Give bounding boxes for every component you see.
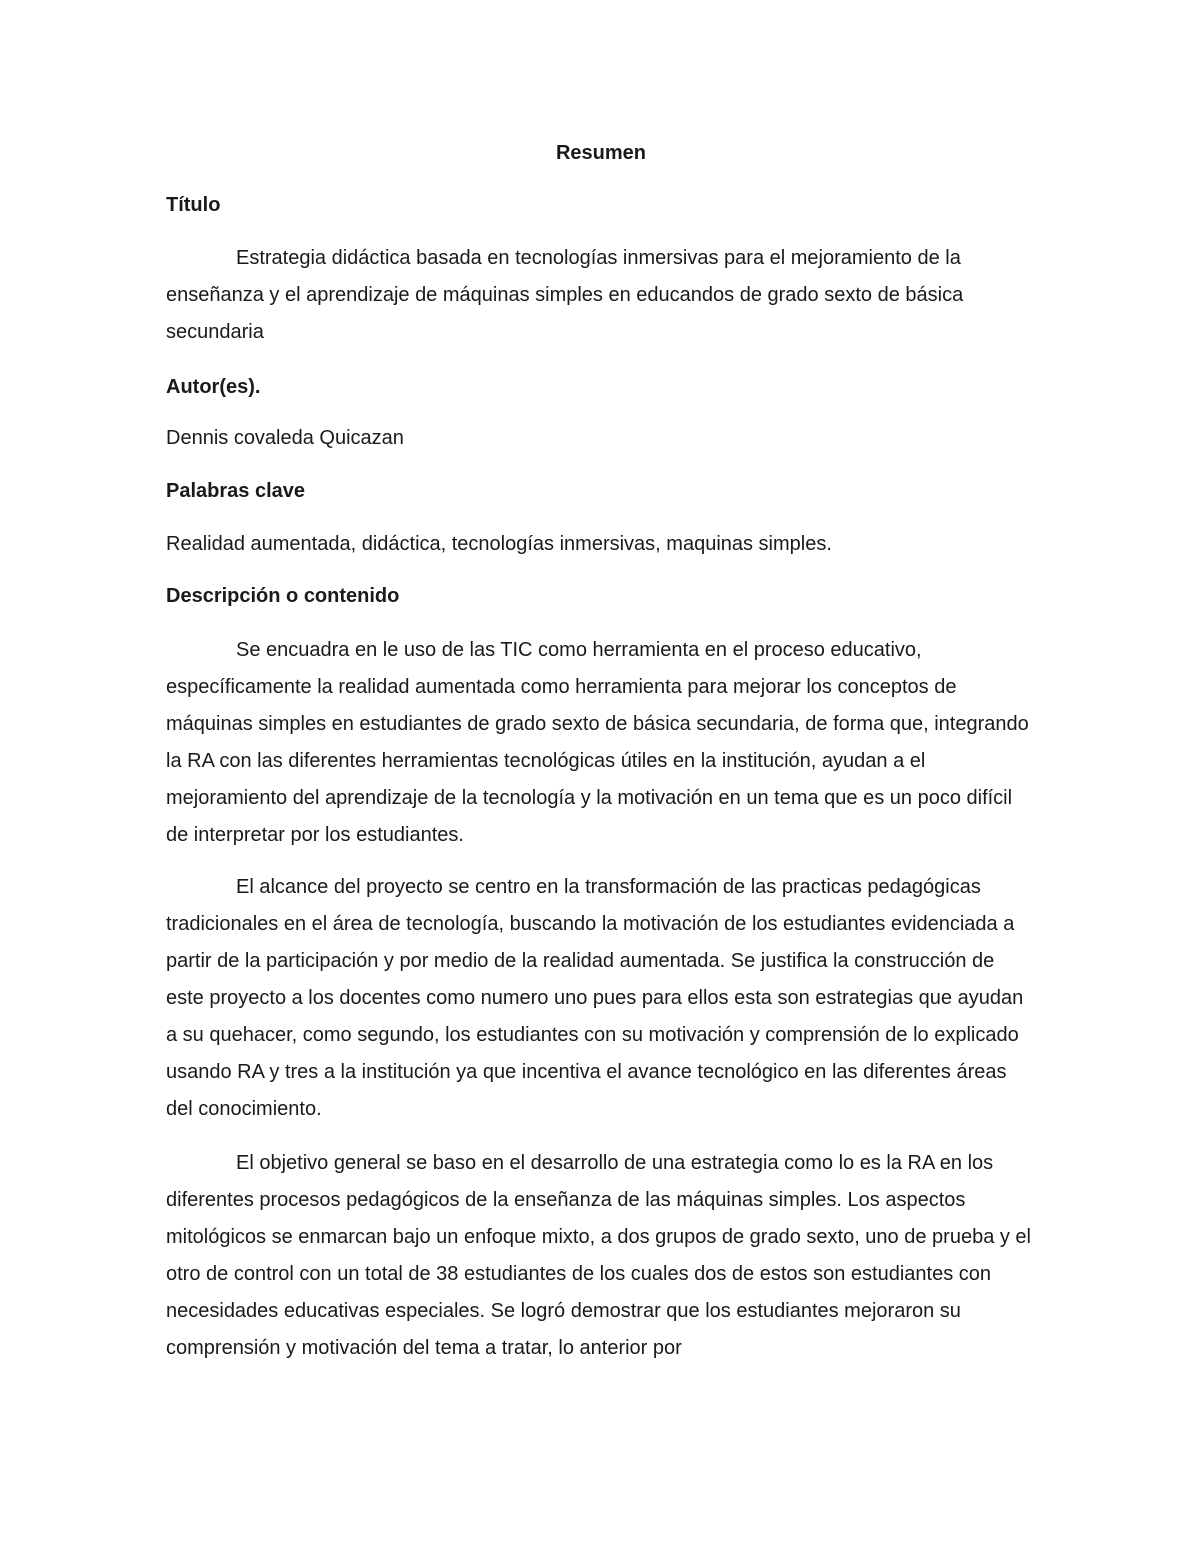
heading-descripcion: Descripción o contenido — [166, 585, 400, 607]
descripcion-paragraph-2: El alcance del proyecto se centro en la transformación de las practicas pedagógicas tradicionales en el área de tecnología, buscando la motivación de los estudiantes evidenciada a partir de la participación y por medio de la realidad aumentada. Se justifica la construcción de este proyecto a los docentes como numero uno pues para ellos esta son estrategias que ayudan a su quehacer, como segundo, los estudiantes con su motivación y comprensión de lo explicado usando RA y tres a la institución ya que incentiva el avance tecnológico en las diferentes áreas del conocimiento. — [166, 876, 1024, 1120]
document-title: Resumen — [555, 142, 647, 164]
descripcion-paragraph-3: El objetivo general se baso en el desarrollo de una estrategia como lo es la RA en los diferentes procesos pedagógicos de la enseñanza de las máquinas simples. Los aspectos mitológicos se enmarcan bajo un enfoque mixto, a dos grupos de grado sexto, uno de prueba y el otro de control con un total de 38 estudiantes de los cuales dos de estos son estudiantes con necesidades educativas especiales. Se logró demostrar que los estudiantes mejoraron su comprensión y motivación del tema a tratar, lo anterior por — [166, 1152, 1031, 1359]
heading-titulo: Título — [166, 194, 221, 216]
titulo-text: Estrategia didáctica basada en tecnologías inmersivas para el mejoramiento de la enseñanza y el aprendizaje de máquinas simples en educandos de grado sexto de básica secundaria — [166, 247, 964, 343]
palabras-clave-text: Realidad aumentada, didáctica, tecnologías inmersivas, maquinas simples. — [166, 533, 832, 555]
descripcion-paragraph-1: Se encuadra en le uso de las TIC como herramienta en el proceso educativo, específicamente la realidad aumentada como herramienta para mejorar los conceptos de máquinas simples en estudiantes de grado sexto de básica secundaria, de forma que, integrando la RA con las diferentes herramientas tecnológicas útiles en la institución, ayudan a el mejoramiento del aprendizaje de la tecnología y la motivación en un tema que es un poco difícil de interpretar por los estudiantes. — [166, 639, 1029, 846]
heading-palabras-clave: Palabras clave — [166, 480, 305, 502]
autores-text: Dennis covaleda Quicazan — [166, 427, 404, 449]
heading-autores: Autor(es). — [166, 376, 261, 398]
